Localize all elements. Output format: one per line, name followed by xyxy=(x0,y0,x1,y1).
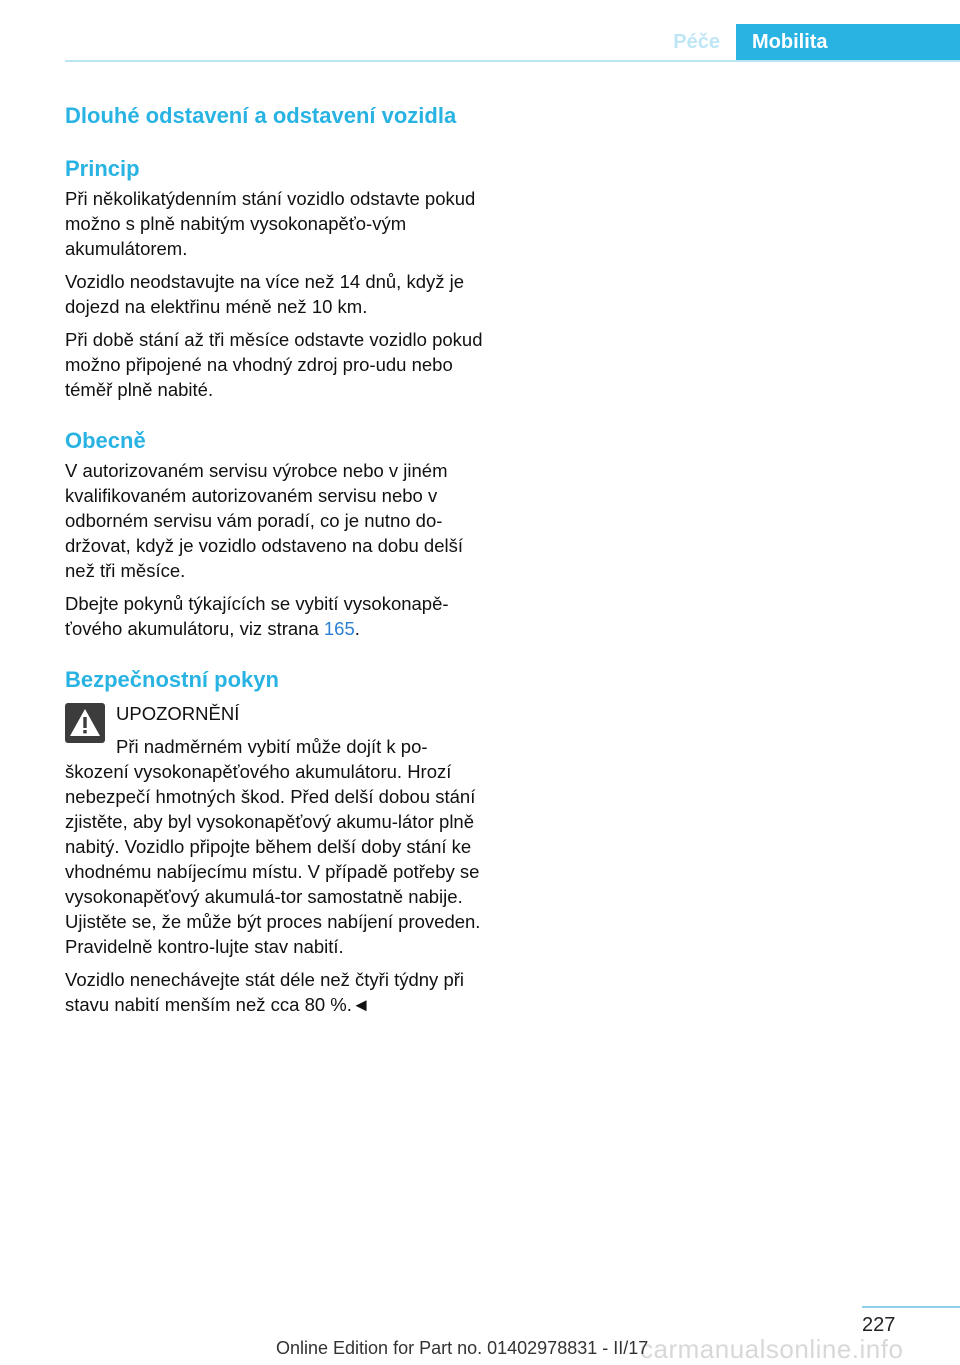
paragraph: Vozidlo nenechávejte stát déle než čtyři týdny při stavu nabití menším než cca 80 %.◄ xyxy=(65,969,465,1015)
warning-text: Při nadměrném vybití může dojít k po-škození vysokonapěťového akumulátoru. Hrozí nebezpečí hmotných škod. Před delší dobou stání zjistěte, aby byl vysokonapěťový akumu-látor plně nabitý. Vozidlo připojte během delší doby stání ke vhodnému nabíjecímu místu. V případě potřeby se vysokonapěťový akumulá-tor samostatně nabije. Ujistěte se, že může být proces nabíjení proveden. Pravidelně kontro-lujte stav nabití. xyxy=(65,736,481,957)
header-divider xyxy=(65,60,960,62)
section-heading-bezpecnostni-pokyn: Bezpečnostní pokyn xyxy=(65,667,279,692)
tab-mobilita[interactable]: Mobilita xyxy=(736,24,960,61)
warning-triangle-icon xyxy=(65,703,105,743)
header-tabs xyxy=(646,24,960,61)
watermark: carmanualsonline.info xyxy=(640,1334,904,1364)
paragraph-text: . xyxy=(354,618,360,639)
paragraph-with-link xyxy=(65,591,485,641)
paragraph-text: Dbejte pokynů týkajících se vybití vysokonapě-ťového akumulátoru, viz strana xyxy=(65,593,449,639)
warning-block xyxy=(65,701,485,959)
footer-divider xyxy=(862,1306,960,1308)
footer-edition: Online Edition for Part no. 01402978831 - II/17 xyxy=(276,1338,649,1358)
section-heading-obecne: Obecně xyxy=(65,428,146,453)
page-number: 227 xyxy=(862,1314,896,1336)
page-reference-link[interactable]: 165 xyxy=(323,618,355,639)
paragraph: Při několikatýdenním stání vozidlo odstavte pokud možno s plně nabitým vysokonapěťo-vým akumulátorem. xyxy=(65,188,476,259)
section-heading-princip: Princip xyxy=(65,156,140,181)
paragraph: V autorizovaném servisu výrobce nebo v jiném kvalifikovaném autorizovaném servisu nebo v odborném servisu vám poradí, co je nutno do-držovat, když je vozidlo odstaveno na dobu delší než tři měsíce. xyxy=(65,460,463,581)
page-title: Dlouhé odstavení a odstavení vozidla xyxy=(65,103,457,128)
paragraph: Při době stání až tři měsíce odstavte vozidlo pokud možno připojené na vhodný zdroj pro-udu nebo téměř plně nabité. xyxy=(65,329,483,400)
tab-pece[interactable]: Péče xyxy=(673,31,720,53)
paragraph: Vozidlo neodstavujte na více než 14 dnů, když je dojezd na elektřinu méně než 10 km. xyxy=(65,271,465,317)
warning-title: UPOZORNĚNÍ xyxy=(116,703,240,724)
page-content xyxy=(65,100,485,1025)
